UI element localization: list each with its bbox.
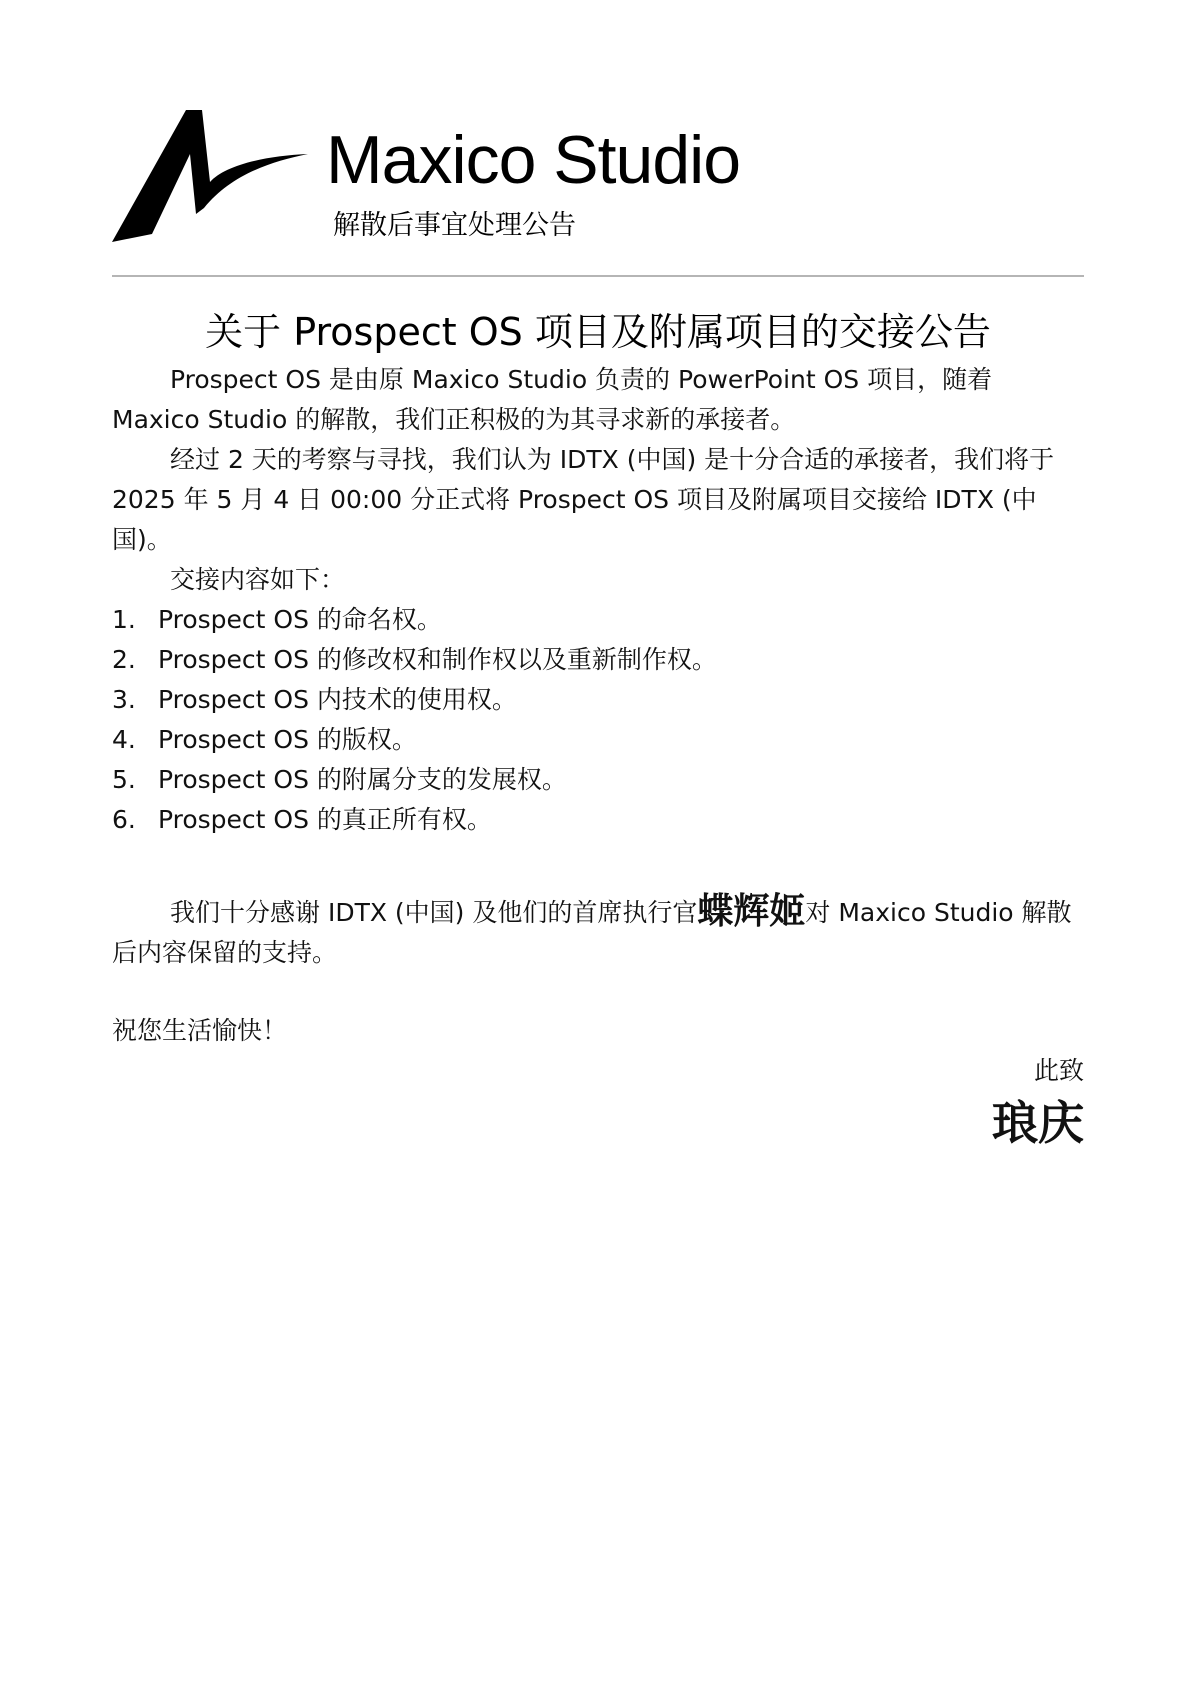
list-item-number: 4. — [112, 725, 136, 754]
thanks-text-before: 我们十分感谢 IDTX (中国) 及他们的首席执行官 — [170, 898, 698, 927]
brand-name: Maxico Studio — [326, 122, 741, 198]
list-item-number: 5. — [112, 765, 136, 794]
list-item-number: 6. — [112, 805, 136, 834]
paragraph-intro: Prospect OS 是由原 Maxico Studio 负责的 PowerPoint OS 项目，随着 Maxico Studio 的解散，我们正积极的为其寻求新的承接者。 — [112, 365, 993, 434]
list-item-number: 3. — [112, 685, 136, 714]
brand-subtitle: 解散后事宜处理公告 — [333, 210, 576, 241]
list-item — [112, 760, 1084, 800]
list-item-text: Prospect OS 的修改权和制作权以及重新制作权。 — [158, 645, 717, 674]
handover-list — [112, 600, 1084, 840]
list-item — [112, 640, 1084, 680]
spacer — [112, 840, 1084, 892]
list-item-text: Prospect OS 的附属分支的发展权。 — [158, 765, 567, 794]
paragraph-handover-heading: 交接内容如下： — [170, 565, 346, 594]
closing-recipient: 琅庆 — [992, 1096, 1084, 1150]
list-item-text: Prospect OS 内技术的使用权。 — [158, 685, 517, 714]
list-item-text: Prospect OS 的真正所有权。 — [158, 805, 492, 834]
spacer — [112, 973, 1084, 1011]
document-body — [112, 360, 1084, 1151]
closing-wish: 祝您生活愉快！ — [112, 1016, 288, 1045]
maxico-a-logo-icon — [112, 110, 308, 250]
paragraph-handover-date: 经过 2 天的考察与寻找，我们认为 IDTX (中国) 是十分合适的承接者，我们将于 2025 年 5 月 4 日 00:00 分正式将 Prospect OS 项目及附属项目交接给 IDTX (中国)。 — [112, 445, 1055, 554]
list-item-number: 2. — [112, 645, 136, 674]
header-divider — [112, 275, 1084, 277]
thanks-text-after: 对 Maxico Studio 解散后内容保留的支持。 — [112, 898, 1072, 967]
ceo-name: 蝶辉姬 — [697, 891, 806, 932]
paragraph-thanks — [112, 892, 1084, 973]
closing-salutation: 此致 — [1033, 1056, 1084, 1085]
list-item — [112, 680, 1084, 720]
list-item — [112, 800, 1084, 840]
list-item — [112, 600, 1084, 640]
document-title: 关于 Prospect OS 项目及附属项目的交接公告 — [205, 310, 991, 354]
list-item-text: Prospect OS 的命名权。 — [158, 605, 442, 634]
list-item-number: 1. — [112, 605, 136, 634]
list-item — [112, 720, 1084, 760]
list-item-text: Prospect OS 的版权。 — [158, 725, 417, 754]
